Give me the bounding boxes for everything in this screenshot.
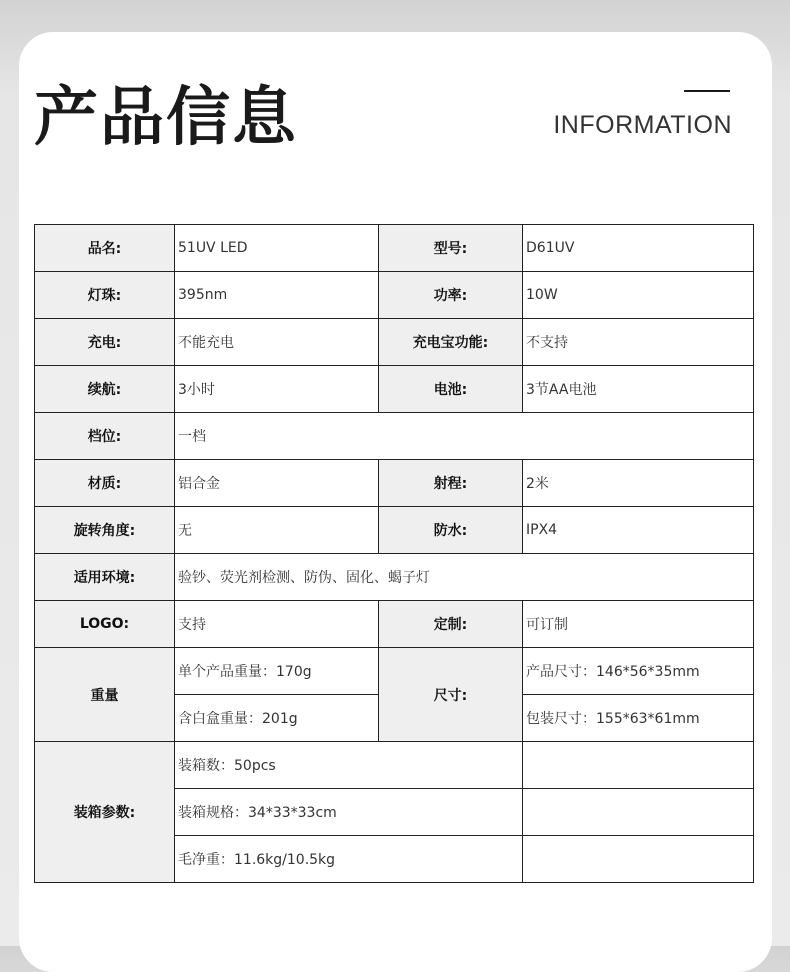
power-value: 10W: [523, 272, 754, 319]
table-row: [35, 225, 754, 272]
table-row: [35, 413, 754, 460]
logo-label: LOGO:: [35, 601, 175, 648]
table-row: [35, 272, 754, 319]
bead-value: 395nm: [175, 272, 379, 319]
material-label: 材质:: [35, 460, 175, 507]
waterproof-value: IPX4: [523, 507, 754, 554]
table-row: [35, 601, 754, 648]
carton-weight-value: 毛净重：11.6kg/10.5kg: [175, 836, 523, 883]
custom-label: 定制:: [379, 601, 523, 648]
charge-label: 充电:: [35, 319, 175, 366]
name-value: 51UV LED: [175, 225, 379, 272]
page-subtitle: INFORMATION: [553, 111, 732, 139]
range-value: 2米: [523, 460, 754, 507]
battery-label: 电池:: [379, 366, 523, 413]
size-label: 尺寸:: [379, 648, 523, 742]
size-package-value: 包装尺寸：155*63*61mm: [523, 695, 754, 742]
rotation-label: 旋转角度:: [35, 507, 175, 554]
weight-box-value: 含白盒重量：201g: [175, 695, 379, 742]
bead-label: 灯珠:: [35, 272, 175, 319]
waterproof-label: 防水:: [379, 507, 523, 554]
runtime-value: 3小时: [175, 366, 379, 413]
page-title: 产品信息: [34, 81, 298, 155]
powerbank-label: 充电宝功能:: [379, 319, 523, 366]
custom-value: 可订制: [523, 601, 754, 648]
carton-qty-value: 装箱数：50pcs: [175, 742, 523, 789]
usage-value: 验钞、荧光剂检测、防伪、固化、蝎子灯: [175, 554, 754, 601]
empty-cell: [523, 836, 754, 883]
model-value: D61UV: [523, 225, 754, 272]
charge-value: 不能充电: [175, 319, 379, 366]
table-row: [35, 319, 754, 366]
size-product-value: 产品尺寸：146*56*35mm: [523, 648, 754, 695]
table-row: [35, 554, 754, 601]
title-divider: [684, 90, 730, 92]
table-row: [35, 460, 754, 507]
table-row: [35, 648, 754, 695]
weight-label: 重量: [35, 648, 175, 742]
power-label: 功率:: [379, 272, 523, 319]
table-row: [35, 507, 754, 554]
table-row: [35, 742, 754, 789]
logo-value: 支持: [175, 601, 379, 648]
mode-value: 一档: [175, 413, 754, 460]
carton-label: 装箱参数:: [35, 742, 175, 883]
mode-label: 档位:: [35, 413, 175, 460]
table-row: [35, 366, 754, 413]
model-label: 型号:: [379, 225, 523, 272]
powerbank-value: 不支持: [523, 319, 754, 366]
battery-value: 3节AA电池: [523, 366, 754, 413]
usage-label: 适用环境:: [35, 554, 175, 601]
carton-spec-value: 装箱规格：34*33*33cm: [175, 789, 523, 836]
name-label: 品名:: [35, 225, 175, 272]
empty-cell: [523, 789, 754, 836]
empty-cell: [523, 742, 754, 789]
spec-table: [34, 224, 754, 883]
runtime-label: 续航:: [35, 366, 175, 413]
material-value: 铝合金: [175, 460, 379, 507]
rotation-value: 无: [175, 507, 379, 554]
weight-product-value: 单个产品重量：170g: [175, 648, 379, 695]
range-label: 射程:: [379, 460, 523, 507]
